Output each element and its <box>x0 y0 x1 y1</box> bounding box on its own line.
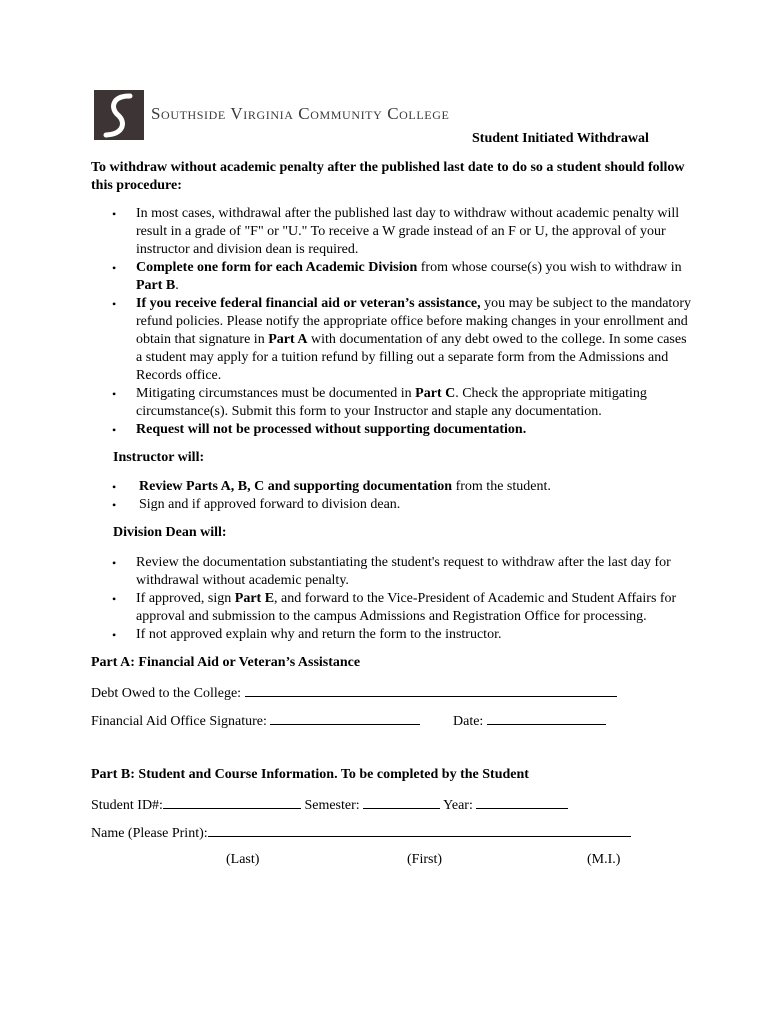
logo-s-icon <box>94 90 144 140</box>
dean-item-2 <box>136 590 696 626</box>
instructor-item-1-bold: Review Parts A, B, C and supporting documentation <box>139 479 453 494</box>
name-label: Name (Please Print): <box>91 826 208 841</box>
bullet-icon: • <box>112 387 117 401</box>
procedure-item-3-text: you may be subject to the mandatory refund policies. Please notify the appropriate office before making changes in your enrollment and obtain that signature in <box>136 296 691 347</box>
part-a-date-label: Date: <box>453 714 487 729</box>
part-b-heading: Part B: Student and Course Information. To be completed by the Student <box>91 767 529 782</box>
procedure-item-4-end: . Check the appropriate mitigating circumstance(s). Submit this form to your Instructor and staple any documentation. <box>136 386 647 419</box>
semester-label: Semester: <box>300 798 364 813</box>
financial-aid-signature-row <box>91 711 420 731</box>
procedure-item-2-part: Part B <box>136 278 176 293</box>
procedure-item-2-end: . <box>175 278 179 293</box>
procedure-item-3-bold: If you receive federal financial aid or veteran’s assistance, <box>136 296 481 311</box>
debt-owed-label: Debt Owed to the College: <box>91 686 245 701</box>
dean-item-3: If not approved explain why and return the form to the instructor. <box>136 627 502 642</box>
debt-owed-field[interactable] <box>245 683 617 697</box>
dean-heading: Division Dean will: <box>113 525 227 540</box>
college-logo-mark <box>94 90 144 140</box>
bullet-icon: • <box>112 628 117 642</box>
part-a-date-field[interactable] <box>487 711 606 725</box>
student-id-field[interactable] <box>163 795 301 809</box>
name-row <box>91 823 631 843</box>
part-a-date-row <box>453 711 606 731</box>
financial-aid-signature-field[interactable] <box>270 711 420 725</box>
form-title: Student Initiated Withdrawal <box>472 131 649 146</box>
year-label: Year: <box>440 798 477 813</box>
procedure-item-4-text: Mitigating circumstances must be documented in <box>136 386 416 401</box>
bullet-icon: • <box>112 297 117 311</box>
name-field[interactable] <box>208 823 631 837</box>
part-a-heading: Part A: Financial Aid or Veteran’s Assistance <box>91 655 361 670</box>
procedure-item-2 <box>136 259 696 295</box>
procedure-item-2-text: from whose course(s) you wish to withdraw in <box>417 260 682 275</box>
bullet-icon: • <box>112 592 117 606</box>
college-name-text: Southside Virginia Community College <box>151 104 450 123</box>
bullet-icon: • <box>112 498 117 512</box>
college-name <box>151 104 449 124</box>
bullet-icon: • <box>112 207 117 221</box>
debt-owed-row <box>91 683 617 703</box>
dean-item-1: Review the documentation substantiating the student's request to withdraw after the last day for withdrawal without academic penalty. <box>136 555 671 588</box>
financial-aid-signature-label: Financial Aid Office Signature: <box>91 714 271 729</box>
dean-item-2-text: If approved, sign <box>136 591 235 606</box>
intro-text: To withdraw without academic penalty after the published last date to do so a student should follow this procedure: <box>91 160 685 193</box>
bullet-icon: • <box>112 261 117 275</box>
procedure-item-4 <box>136 385 696 421</box>
bullet-icon: • <box>112 423 117 437</box>
procedure-item-3 <box>136 295 696 385</box>
instructor-item-1-text: from the student. <box>452 479 551 494</box>
procedure-item-5 <box>136 421 696 439</box>
dean-item-2-part: Part E <box>234 591 275 606</box>
student-info-row <box>91 795 568 815</box>
instructor-item-2: Sign and if approved forward to division dean. <box>139 497 401 512</box>
procedure-item-4-part: Part C <box>415 386 456 401</box>
instructor-heading: Instructor will: <box>113 450 205 465</box>
name-mi-caption: (M.I.) <box>587 852 621 867</box>
dean-item-2-end: , and forward to the Vice-President of Academic and Student Affairs for approval and submission to the campus Admissions and Registration Office for processing. <box>136 591 677 624</box>
semester-field[interactable] <box>363 795 440 809</box>
name-last-caption: (Last) <box>226 852 260 867</box>
procedure-item-3-part: Part A <box>268 332 308 347</box>
procedure-item-5-bold: Request will not be processed without supporting documentation. <box>136 422 527 437</box>
student-id-label: Student ID#: <box>91 798 163 813</box>
instructor-item-1 <box>139 478 699 496</box>
bullet-icon: • <box>112 556 117 570</box>
procedure-item-2-bold: Complete one form for each Academic Division <box>136 260 418 275</box>
year-field[interactable] <box>476 795 568 809</box>
procedure-item-3-end: with documentation of any debt owed to the college. In some cases a student may apply for a tuition refund by filling out a separate form from the Admissions and Records office. <box>136 332 687 383</box>
bullet-icon: • <box>112 480 117 494</box>
name-first-caption: (First) <box>407 852 442 867</box>
procedure-item-1: In most cases, withdrawal after the published last day to withdraw without academic penalty will result in a grade of "F" or "U." To receive a W grade instead of an F or U, the approval of your instructor and division dean is required. <box>136 206 680 257</box>
